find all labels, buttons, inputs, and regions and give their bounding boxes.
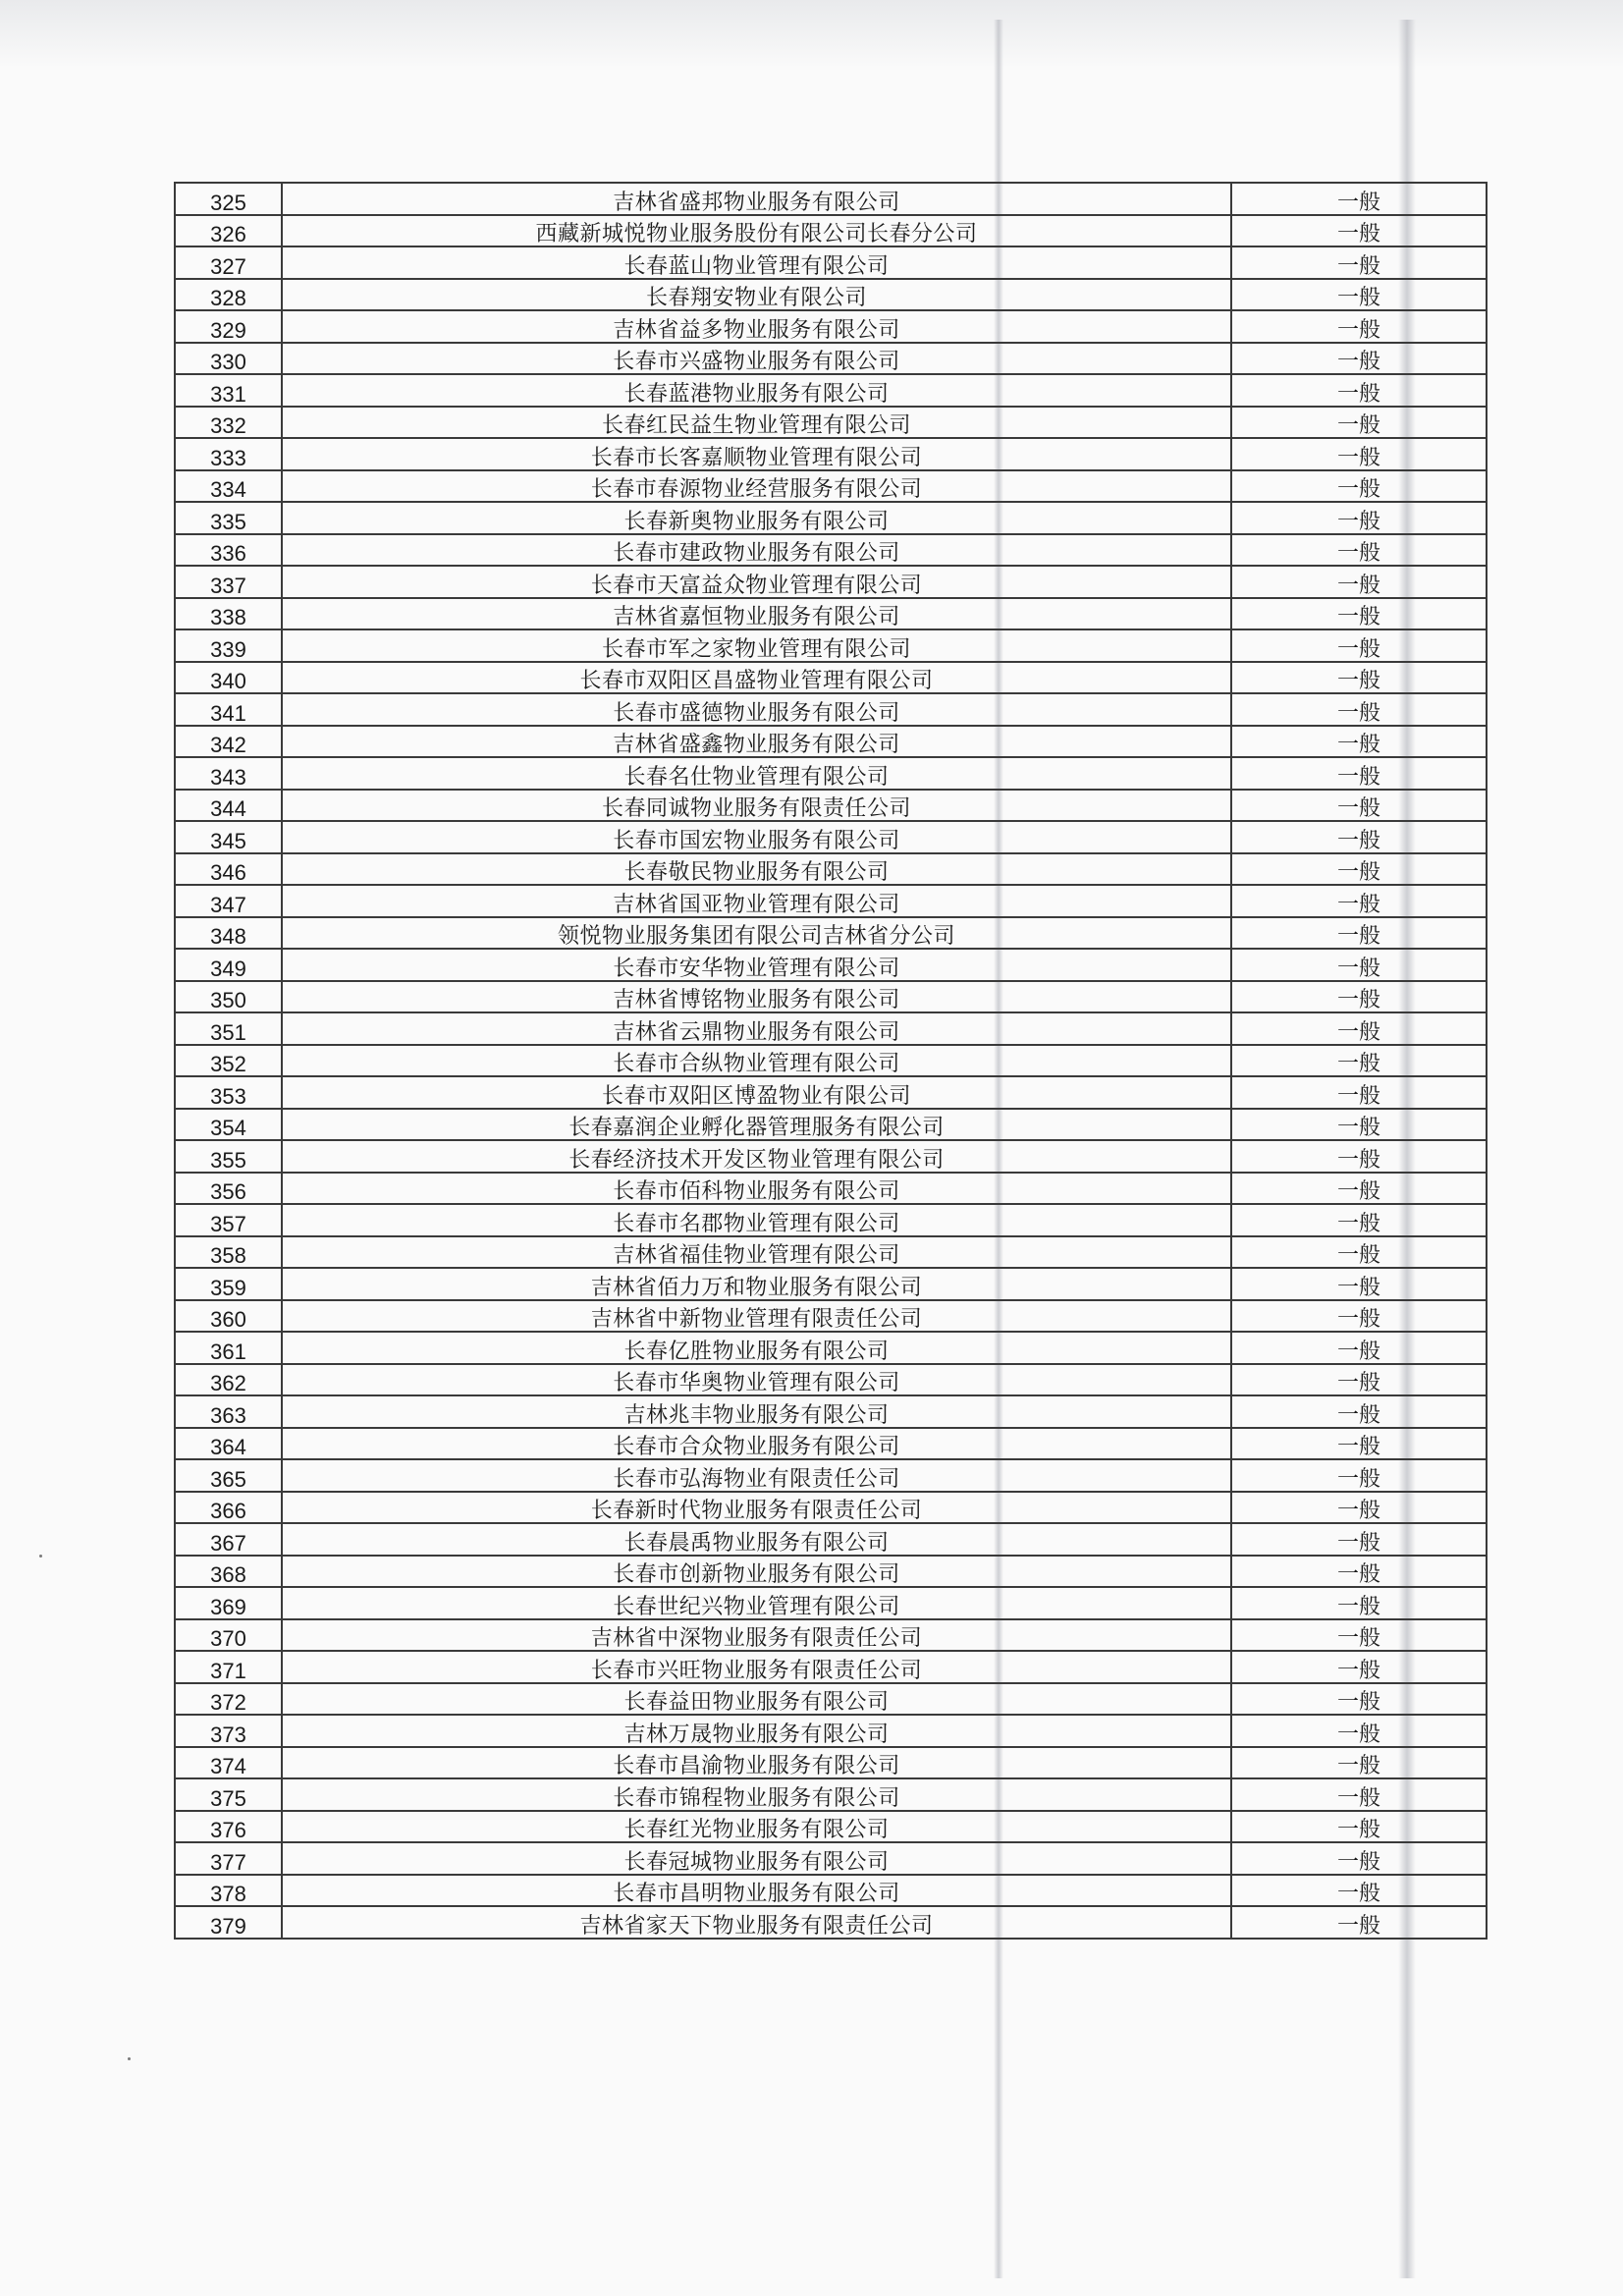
rating-level-cell: 一般 <box>1231 821 1487 853</box>
table-row <box>175 1109 1487 1141</box>
company-name-cell: 吉林省福佳物业管理有限公司 <box>282 1236 1231 1269</box>
table-row <box>175 662 1487 694</box>
table-row <box>175 502 1487 534</box>
company-name-cell: 长春市军之家物业管理有限公司 <box>282 629 1231 662</box>
rating-level-cell: 一般 <box>1231 790 1487 822</box>
table-row <box>175 566 1487 598</box>
table-row <box>175 981 1487 1013</box>
rating-level-cell: 一般 <box>1231 949 1487 981</box>
company-name-cell: 长春市昌明物业服务有限公司 <box>282 1875 1231 1907</box>
rating-level-cell: 一般 <box>1231 629 1487 662</box>
row-number-cell: 352 <box>175 1045 282 1077</box>
row-number-cell: 326 <box>175 215 282 247</box>
company-name-cell: 吉林省嘉恒物业服务有限公司 <box>282 598 1231 630</box>
table-row <box>175 1076 1487 1109</box>
row-number-cell: 348 <box>175 917 282 950</box>
rating-level-cell: 一般 <box>1231 757 1487 790</box>
company-name-cell: 吉林省中新物业管理有限责任公司 <box>282 1300 1231 1333</box>
company-name-cell: 西藏新城悦物业服务股份有限公司长春分公司 <box>282 215 1231 247</box>
table-row <box>175 917 1487 950</box>
company-name-cell: 长春嘉润企业孵化器管理服务有限公司 <box>282 1109 1231 1141</box>
rating-level-cell: 一般 <box>1231 1076 1487 1109</box>
row-number-cell: 325 <box>175 183 282 215</box>
row-number-cell: 378 <box>175 1875 282 1907</box>
row-number-cell: 359 <box>175 1268 282 1300</box>
row-number-cell: 329 <box>175 310 282 343</box>
row-number-cell: 345 <box>175 821 282 853</box>
company-name-cell: 长春市合众物业服务有限公司 <box>282 1428 1231 1460</box>
rating-level-cell: 一般 <box>1231 1778 1487 1811</box>
rating-level-cell: 一般 <box>1231 1332 1487 1364</box>
row-number-cell: 333 <box>175 438 282 470</box>
table-row <box>175 853 1487 886</box>
company-name-cell: 长春市国宏物业服务有限公司 <box>282 821 1231 853</box>
table-row <box>175 1204 1487 1236</box>
table-row <box>175 726 1487 758</box>
rating-level-cell: 一般 <box>1231 1906 1487 1939</box>
row-number-cell: 349 <box>175 949 282 981</box>
scan-top-shading <box>0 0 1623 69</box>
rating-level-cell: 一般 <box>1231 1523 1487 1556</box>
table-row <box>175 215 1487 247</box>
table-row <box>175 1875 1487 1907</box>
row-number-cell: 369 <box>175 1587 282 1619</box>
rating-level-cell: 一般 <box>1231 534 1487 567</box>
company-name-cell: 吉林省博铭物业服务有限公司 <box>282 981 1231 1013</box>
row-number-cell: 336 <box>175 534 282 567</box>
rating-level-cell: 一般 <box>1231 246 1487 279</box>
company-name-cell: 吉林省云鼎物业服务有限公司 <box>282 1012 1231 1045</box>
rating-level-cell: 一般 <box>1231 1173 1487 1205</box>
table-row <box>175 279 1487 311</box>
row-number-cell: 364 <box>175 1428 282 1460</box>
company-name-cell: 长春红民益生物业管理有限公司 <box>282 407 1231 439</box>
rating-level-cell: 一般 <box>1231 1811 1487 1843</box>
table-row <box>175 1811 1487 1843</box>
row-number-cell: 351 <box>175 1012 282 1045</box>
company-name-cell: 吉林省中深物业服务有限责任公司 <box>282 1619 1231 1652</box>
row-number-cell: 353 <box>175 1076 282 1109</box>
row-number-cell: 365 <box>175 1459 282 1492</box>
rating-level-cell: 一般 <box>1231 1715 1487 1747</box>
company-name-cell: 长春新时代物业服务有限责任公司 <box>282 1492 1231 1524</box>
row-number-cell: 375 <box>175 1778 282 1811</box>
company-name-cell: 吉林兆丰物业服务有限公司 <box>282 1395 1231 1428</box>
row-number-cell: 379 <box>175 1906 282 1939</box>
rating-level-cell: 一般 <box>1231 502 1487 534</box>
rating-level-cell: 一般 <box>1231 726 1487 758</box>
company-name-cell: 长春亿胜物业服务有限公司 <box>282 1332 1231 1364</box>
company-name-cell: 长春市双阳区昌盛物业管理有限公司 <box>282 662 1231 694</box>
rating-level-cell: 一般 <box>1231 1204 1487 1236</box>
table-row <box>175 1140 1487 1173</box>
row-number-cell: 368 <box>175 1556 282 1588</box>
company-name-cell: 长春市锦程物业服务有限公司 <box>282 1778 1231 1811</box>
rating-level-cell: 一般 <box>1231 1140 1487 1173</box>
company-name-cell: 长春市安华物业管理有限公司 <box>282 949 1231 981</box>
table-row <box>175 1587 1487 1619</box>
company-name-cell: 长春蓝山物业管理有限公司 <box>282 246 1231 279</box>
row-number-cell: 371 <box>175 1651 282 1683</box>
table-row <box>175 183 1487 215</box>
rating-level-cell: 一般 <box>1231 1683 1487 1716</box>
row-number-cell: 337 <box>175 566 282 598</box>
rating-level-cell: 一般 <box>1231 1556 1487 1588</box>
row-number-cell: 334 <box>175 470 282 503</box>
company-name-cell: 吉林省盛鑫物业服务有限公司 <box>282 726 1231 758</box>
rating-level-cell: 一般 <box>1231 1395 1487 1428</box>
rating-level-cell: 一般 <box>1231 1492 1487 1524</box>
company-name-cell: 长春市建政物业服务有限公司 <box>282 534 1231 567</box>
table-row <box>175 1268 1487 1300</box>
table-row <box>175 949 1487 981</box>
rating-level-cell: 一般 <box>1231 1236 1487 1269</box>
rating-level-cell: 一般 <box>1231 1651 1487 1683</box>
row-number-cell: 370 <box>175 1619 282 1652</box>
rating-level-cell: 一般 <box>1231 279 1487 311</box>
row-number-cell: 331 <box>175 374 282 407</box>
company-name-cell: 长春市弘海物业有限责任公司 <box>282 1459 1231 1492</box>
row-number-cell: 373 <box>175 1715 282 1747</box>
row-number-cell: 360 <box>175 1300 282 1333</box>
company-name-cell: 吉林省佰力万和物业服务有限公司 <box>282 1268 1231 1300</box>
rating-level-cell: 一般 <box>1231 374 1487 407</box>
company-name-cell: 长春同诚物业服务有限责任公司 <box>282 790 1231 822</box>
rating-level-cell: 一般 <box>1231 1875 1487 1907</box>
rating-level-cell: 一般 <box>1231 310 1487 343</box>
rating-level-cell: 一般 <box>1231 1842 1487 1875</box>
table-row <box>175 470 1487 503</box>
company-name-cell: 长春市华奥物业管理有限公司 <box>282 1364 1231 1396</box>
company-name-cell: 领悦物业服务集团有限公司吉林省分公司 <box>282 917 1231 950</box>
company-name-cell: 吉林万晟物业服务有限公司 <box>282 1715 1231 1747</box>
company-name-cell: 长春敬民物业服务有限公司 <box>282 853 1231 886</box>
rating-level-cell: 一般 <box>1231 693 1487 726</box>
row-number-cell: 358 <box>175 1236 282 1269</box>
company-name-cell: 长春市创新物业服务有限公司 <box>282 1556 1231 1588</box>
row-number-cell: 362 <box>175 1364 282 1396</box>
rating-level-cell: 一般 <box>1231 662 1487 694</box>
table-row <box>175 438 1487 470</box>
rating-level-cell: 一般 <box>1231 1747 1487 1779</box>
rating-level-cell: 一般 <box>1231 343 1487 375</box>
table-row <box>175 1364 1487 1396</box>
company-name-cell: 长春市盛德物业服务有限公司 <box>282 693 1231 726</box>
company-name-cell: 长春红光物业服务有限公司 <box>282 1811 1231 1843</box>
rating-level-cell: 一般 <box>1231 183 1487 215</box>
company-name-cell: 长春冠城物业服务有限公司 <box>282 1842 1231 1875</box>
rating-level-cell: 一般 <box>1231 598 1487 630</box>
rating-level-cell: 一般 <box>1231 566 1487 598</box>
row-number-cell: 343 <box>175 757 282 790</box>
table-row <box>175 1683 1487 1716</box>
table-row <box>175 407 1487 439</box>
row-number-cell: 367 <box>175 1523 282 1556</box>
row-number-cell: 377 <box>175 1842 282 1875</box>
row-number-cell: 347 <box>175 885 282 917</box>
table-row <box>175 1556 1487 1588</box>
table-row <box>175 1300 1487 1333</box>
table-row <box>175 1236 1487 1269</box>
table-row <box>175 1778 1487 1811</box>
table-row <box>175 1332 1487 1364</box>
company-name-cell: 长春晨禹物业服务有限公司 <box>282 1523 1231 1556</box>
company-name-cell: 吉林省盛邦物业服务有限公司 <box>282 183 1231 215</box>
company-name-cell: 长春经济技术开发区物业管理有限公司 <box>282 1140 1231 1173</box>
table-row <box>175 885 1487 917</box>
row-number-cell: 330 <box>175 343 282 375</box>
row-number-cell: 346 <box>175 853 282 886</box>
row-number-cell: 340 <box>175 662 282 694</box>
company-name-cell: 长春市兴盛物业服务有限公司 <box>282 343 1231 375</box>
rating-level-cell: 一般 <box>1231 1012 1487 1045</box>
rating-level-cell: 一般 <box>1231 407 1487 439</box>
row-number-cell: 361 <box>175 1332 282 1364</box>
row-number-cell: 355 <box>175 1140 282 1173</box>
rating-level-cell: 一般 <box>1231 917 1487 950</box>
table-row <box>175 374 1487 407</box>
rating-level-cell: 一般 <box>1231 981 1487 1013</box>
scan-speck <box>39 1555 42 1558</box>
row-number-cell: 335 <box>175 502 282 534</box>
table-row <box>175 1492 1487 1524</box>
row-number-cell: 342 <box>175 726 282 758</box>
rating-level-cell: 一般 <box>1231 438 1487 470</box>
table-row <box>175 310 1487 343</box>
property-company-table <box>174 182 1488 1940</box>
rating-level-cell: 一般 <box>1231 1619 1487 1652</box>
company-name-cell: 长春蓝港物业服务有限公司 <box>282 374 1231 407</box>
table-row <box>175 1012 1487 1045</box>
rating-level-cell: 一般 <box>1231 853 1487 886</box>
rating-level-cell: 一般 <box>1231 1045 1487 1077</box>
rating-level-cell: 一般 <box>1231 1364 1487 1396</box>
company-name-cell: 长春翔安物业有限公司 <box>282 279 1231 311</box>
table-row <box>175 1045 1487 1077</box>
company-name-cell: 长春市双阳区博盈物业有限公司 <box>282 1076 1231 1109</box>
row-number-cell: 357 <box>175 1204 282 1236</box>
table-row <box>175 598 1487 630</box>
company-name-cell: 长春益田物业服务有限公司 <box>282 1683 1231 1716</box>
rating-level-cell: 一般 <box>1231 885 1487 917</box>
company-name-cell: 长春市春源物业经营服务有限公司 <box>282 470 1231 503</box>
rating-level-cell: 一般 <box>1231 1428 1487 1460</box>
table-row <box>175 1715 1487 1747</box>
row-number-cell: 339 <box>175 629 282 662</box>
table-row <box>175 1395 1487 1428</box>
row-number-cell: 374 <box>175 1747 282 1779</box>
company-name-cell: 长春新奥物业服务有限公司 <box>282 502 1231 534</box>
rating-level-cell: 一般 <box>1231 1268 1487 1300</box>
table-row <box>175 1906 1487 1939</box>
row-number-cell: 338 <box>175 598 282 630</box>
company-name-cell: 长春市合纵物业管理有限公司 <box>282 1045 1231 1077</box>
company-name-cell: 长春名仕物业管理有限公司 <box>282 757 1231 790</box>
row-number-cell: 356 <box>175 1173 282 1205</box>
rating-level-cell: 一般 <box>1231 1587 1487 1619</box>
rating-level-cell: 一般 <box>1231 1459 1487 1492</box>
table-row <box>175 790 1487 822</box>
row-number-cell: 372 <box>175 1683 282 1716</box>
table-body <box>175 183 1487 1939</box>
table-row <box>175 246 1487 279</box>
row-number-cell: 363 <box>175 1395 282 1428</box>
company-name-cell: 吉林省国亚物业管理有限公司 <box>282 885 1231 917</box>
table-row <box>175 343 1487 375</box>
company-name-cell: 长春市佰科物业服务有限公司 <box>282 1173 1231 1205</box>
row-number-cell: 332 <box>175 407 282 439</box>
table-row <box>175 1619 1487 1652</box>
table-row <box>175 1428 1487 1460</box>
rating-level-cell: 一般 <box>1231 1300 1487 1333</box>
table-row <box>175 1173 1487 1205</box>
company-name-cell: 长春世纪兴物业管理有限公司 <box>282 1587 1231 1619</box>
company-name-cell: 长春市长客嘉顺物业管理有限公司 <box>282 438 1231 470</box>
table-row <box>175 1651 1487 1683</box>
scan-speck <box>128 2057 131 2060</box>
company-name-cell: 吉林省家天下物业服务有限责任公司 <box>282 1906 1231 1939</box>
row-number-cell: 354 <box>175 1109 282 1141</box>
row-number-cell: 376 <box>175 1811 282 1843</box>
table-row <box>175 1523 1487 1556</box>
table-row <box>175 693 1487 726</box>
table-row <box>175 757 1487 790</box>
company-name-cell: 长春市名郡物业管理有限公司 <box>282 1204 1231 1236</box>
company-name-cell: 长春市兴旺物业服务有限责任公司 <box>282 1651 1231 1683</box>
rating-level-cell: 一般 <box>1231 215 1487 247</box>
table-row <box>175 1747 1487 1779</box>
row-number-cell: 327 <box>175 246 282 279</box>
table-row <box>175 1842 1487 1875</box>
rating-level-cell: 一般 <box>1231 470 1487 503</box>
row-number-cell: 341 <box>175 693 282 726</box>
table-row <box>175 1459 1487 1492</box>
company-name-cell: 长春市昌渝物业服务有限公司 <box>282 1747 1231 1779</box>
row-number-cell: 350 <box>175 981 282 1013</box>
row-number-cell: 366 <box>175 1492 282 1524</box>
company-name-cell: 长春市天富益众物业管理有限公司 <box>282 566 1231 598</box>
row-number-cell: 344 <box>175 790 282 822</box>
table-row <box>175 629 1487 662</box>
company-name-cell: 吉林省益多物业服务有限公司 <box>282 310 1231 343</box>
rating-level-cell: 一般 <box>1231 1109 1487 1141</box>
row-number-cell: 328 <box>175 279 282 311</box>
table-row <box>175 534 1487 567</box>
table-row <box>175 821 1487 853</box>
